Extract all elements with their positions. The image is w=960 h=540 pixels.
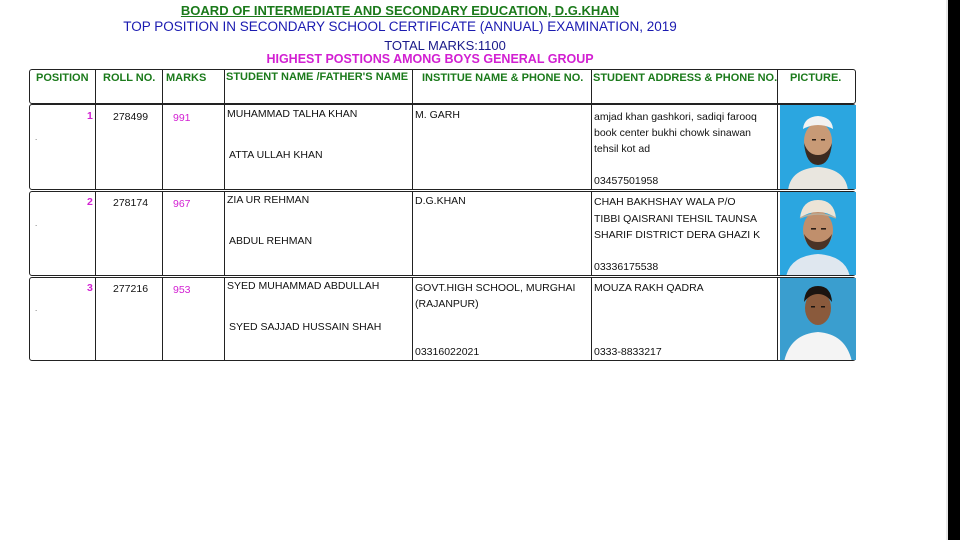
student-name: SYED MUHAMMAD ABDULLAH	[227, 280, 380, 292]
institute-name: D.G.KHAN	[415, 195, 466, 207]
institute-phone: 03316022021	[415, 346, 480, 358]
student-name: MUHAMMAD TALHA KHAN	[227, 108, 358, 120]
board-title: BOARD OF INTERMEDIATE AND SECONDARY EDUCATION, D.G.KHAN	[180, 3, 620, 18]
col-address: STUDENT ADDRESS & PHONE NO.	[593, 72, 778, 84]
col-name: STUDENT NAME /FATHER'S NAME	[226, 71, 409, 83]
table-header	[29, 69, 856, 104]
table-row: 1 . 278499 991 MUHAMMAD TALHA KHAN ATTA ULLAH KHAN M. GARH amjad khan gashkori, sadiqi farooq book center bukhi chowk sinawan tehsil kot ad 03457501958	[29, 104, 856, 190]
student-phone: 03336175538	[594, 261, 659, 273]
institute-location: (RAJANPUR)	[415, 298, 479, 310]
institute-name: GOVT.HIGH SCHOOL, MURGHAI	[415, 282, 576, 294]
address-line: tehsil kot ad	[594, 143, 651, 155]
col-picture: PICTURE.	[790, 72, 842, 84]
father-name: ATTA ULLAH KHAN	[229, 149, 323, 161]
marks-value: 967	[173, 198, 191, 210]
student-name: ZIA UR REHMAN	[227, 194, 310, 206]
father-name: SYED SAJJAD HUSSAIN SHAH	[229, 321, 382, 333]
address-line: book center bukhi chowk sinawan	[594, 127, 752, 139]
col-position: POSITION	[36, 72, 89, 84]
roll-value: 277216	[113, 283, 149, 295]
total-marks: TOTAL MARKS:1100	[384, 38, 506, 53]
table-row: 3 . 277216 953 SYED MUHAMMAD ABDULLAH SYED SAJJAD HUSSAIN SHAH GOVT.HIGH SCHOOL, MURGHAI (RAJANPUR) 03316022021 MOUZA RAKH QADRA 0333-8833217	[29, 277, 856, 361]
address-line: SHARIF DISTRICT DERA GHAZI K	[594, 229, 761, 241]
student-photo	[780, 192, 856, 275]
father-name: ABDUL REHMAN	[229, 235, 313, 247]
marks-value: 953	[173, 284, 191, 296]
student-photo	[780, 105, 856, 189]
marks-value: 991	[173, 112, 191, 124]
student-phone: 03457501958	[594, 175, 659, 187]
col-institute: INSTITUE NAME & PHONE NO.	[422, 72, 584, 84]
exam-title: TOP POSITION IN SECONDARY SCHOOL CERTIFICATE (ANNUAL) EXAMINATION, 2019	[123, 19, 677, 34]
col-roll: ROLL NO.	[103, 72, 156, 84]
institute-name: M. GARH	[415, 109, 460, 121]
address-line: CHAH BAKHSHAY WALA P/O	[594, 196, 736, 208]
position-value: 1	[87, 110, 93, 122]
roll-value: 278174	[113, 197, 149, 209]
address-line: TIBBI QAISRANI TEHSIL TAUNSA	[594, 213, 757, 225]
position-value: 2	[87, 196, 93, 208]
page-edge	[946, 0, 948, 540]
address-line: MOUZA RAKH QADRA	[594, 282, 704, 294]
roll-value: 278499	[113, 111, 149, 123]
student-phone: 0333-8833217	[594, 346, 662, 358]
position-value: 3	[87, 282, 93, 294]
address-line: amjad khan gashkori, sadiqi farooq	[594, 111, 757, 123]
student-photo	[780, 278, 856, 360]
col-marks: MARKS	[166, 72, 207, 84]
group-title: HIGHEST POSTIONS AMONG BOYS GENERAL GROUP	[266, 52, 594, 66]
table-row: 2 . 278174 967 ZIA UR REHMAN ABDUL REHMAN D.G.KHAN CHAH BAKHSHAY WALA P/O TIBBI QAISRANI TEHSIL TAUNSA SHARIF DISTRICT DERA GHAZI K 03336175538	[29, 191, 856, 276]
